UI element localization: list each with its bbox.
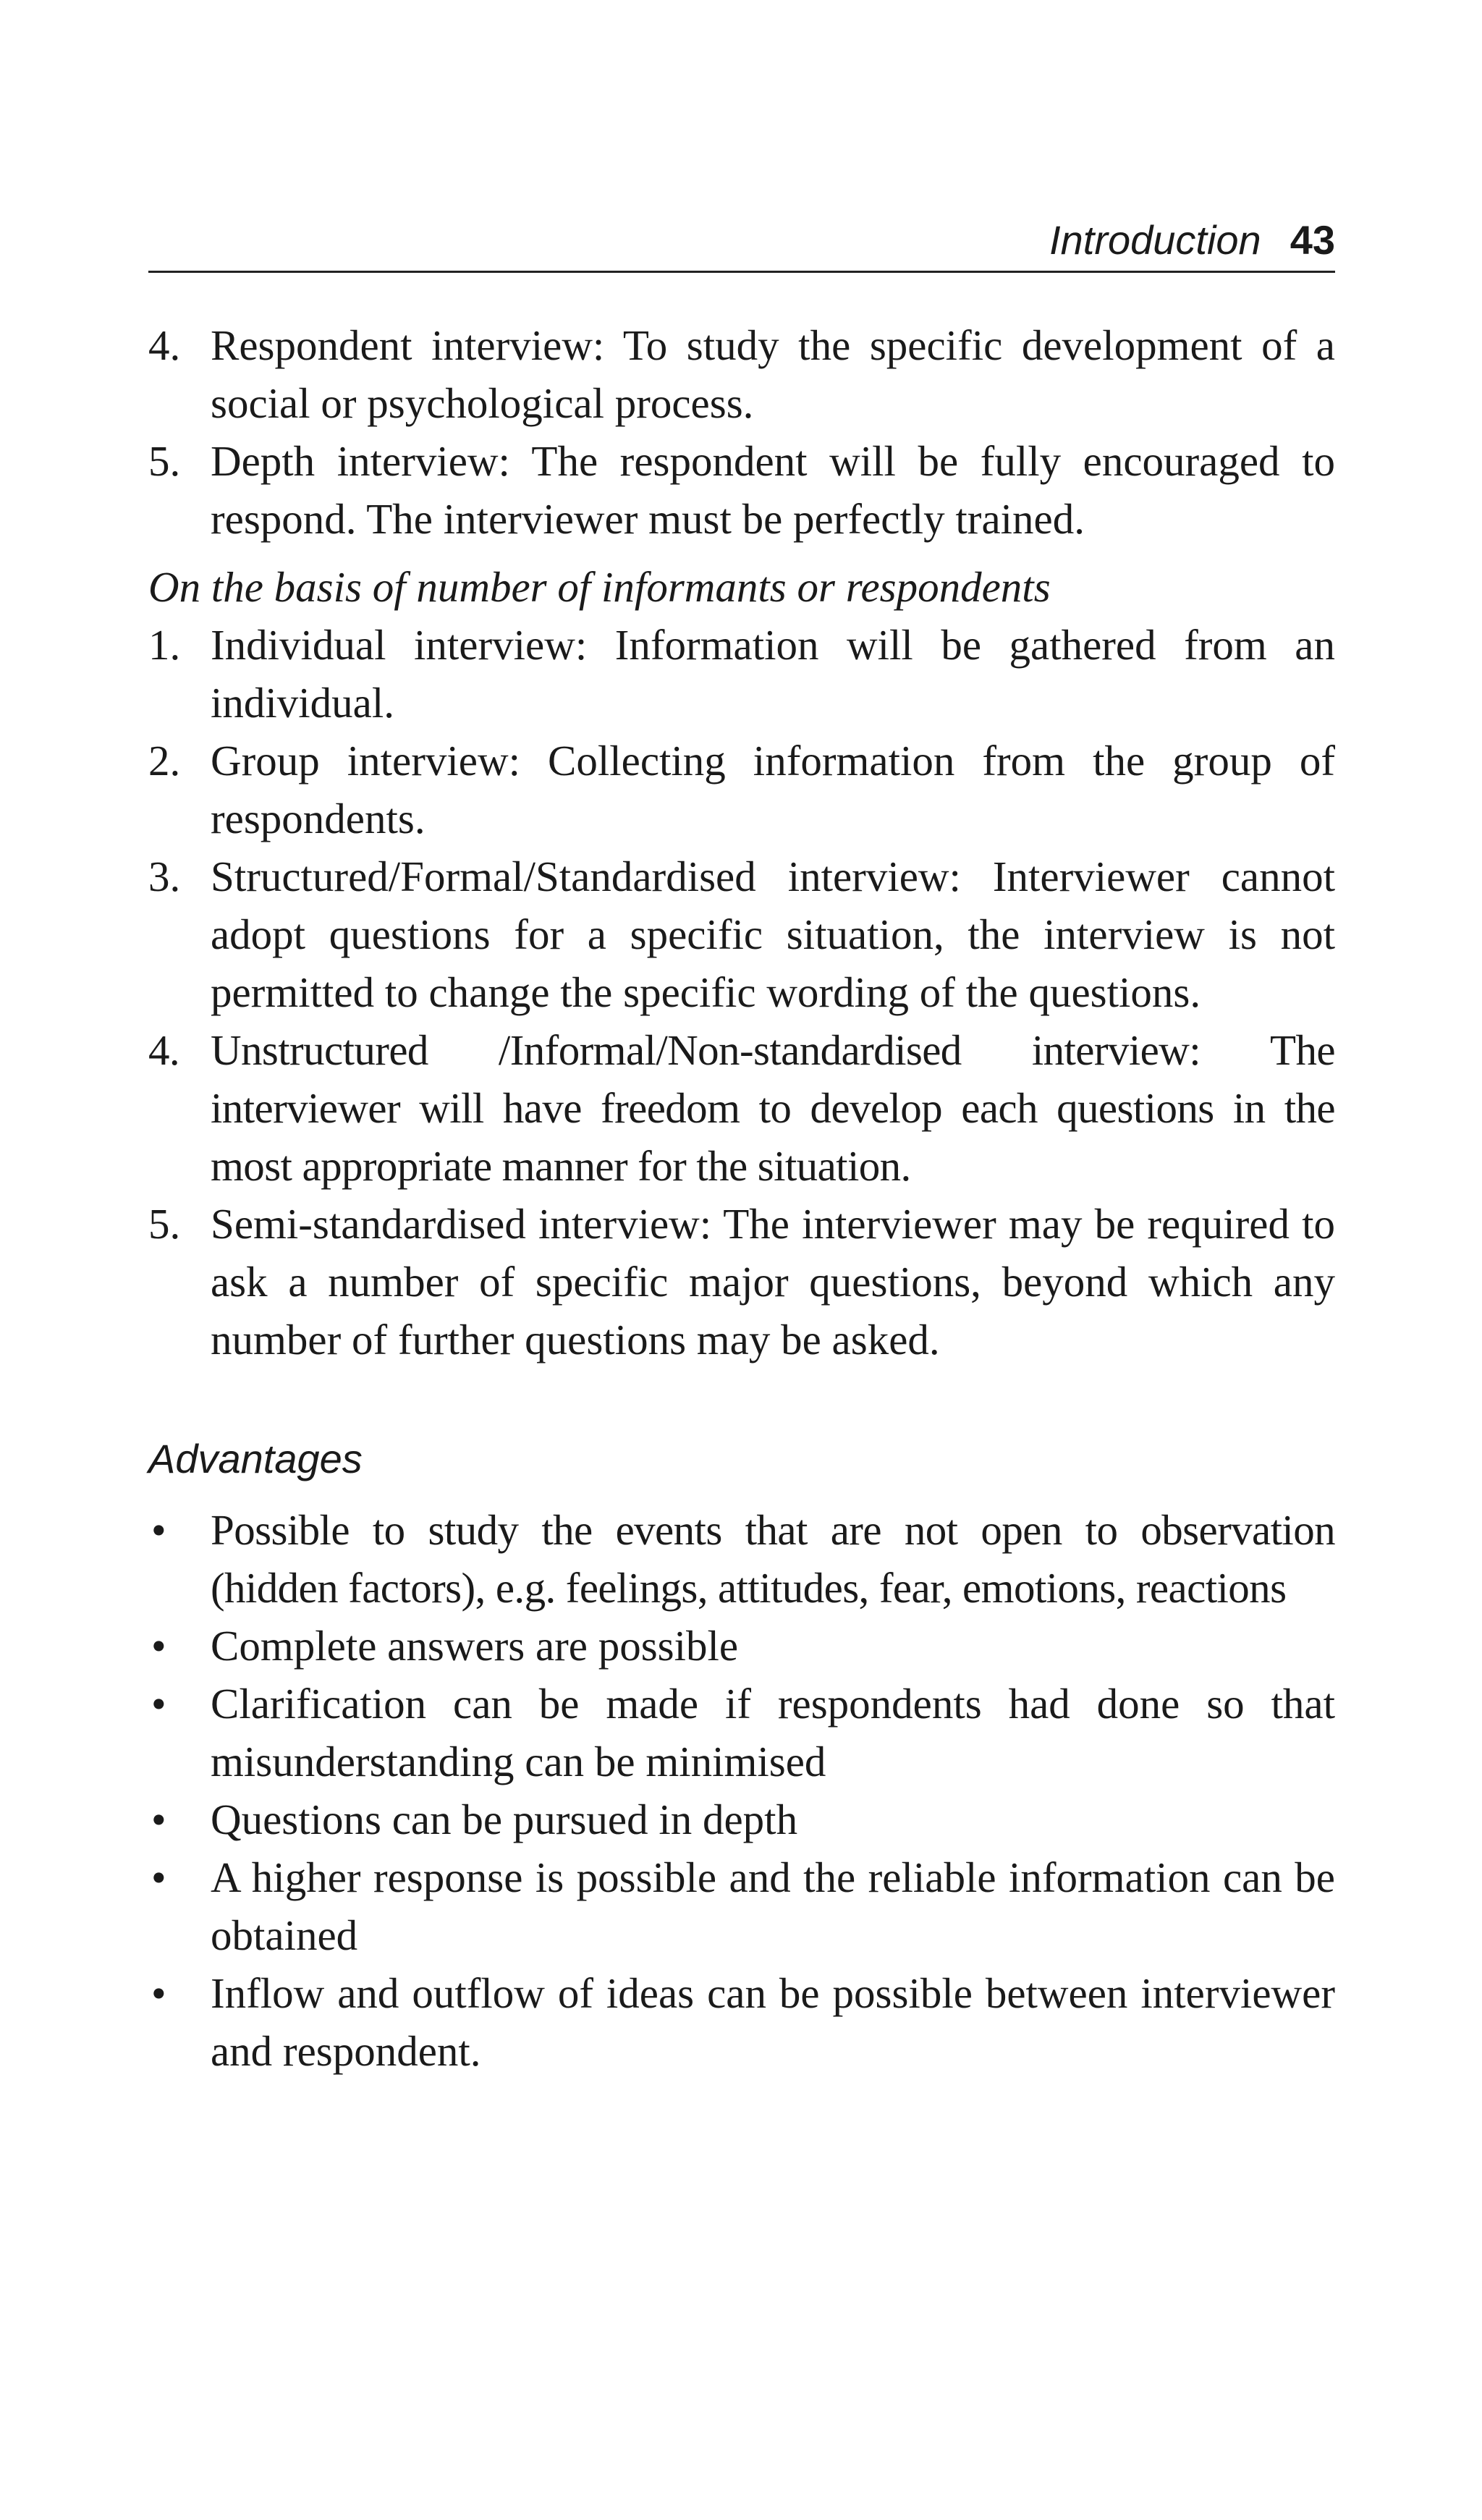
informant-types-list: [148, 616, 1335, 1369]
advantages-heading: Advantages: [148, 1436, 363, 1481]
running-header: [1049, 211, 1335, 269]
list-item: [148, 616, 1335, 732]
list-item-text: Questions can be pursued in depth: [211, 1796, 798, 1843]
list-item: [148, 1021, 1335, 1195]
list-item: [148, 1790, 1335, 1848]
list-item-text: Semi-standardised interview: The interviewer may be required to ask a number of specific major questions, beyond which any number of further questions may be asked.: [211, 1200, 1335, 1363]
advantages-list: [148, 1501, 1335, 2080]
list-item-text: Depth interview: The respondent will be fully encouraged to respond. The interviewer must be perfectly trained.: [211, 437, 1335, 543]
list-number: 4.: [148, 321, 181, 369]
list-number: 5.: [148, 437, 181, 485]
list-item: [148, 1501, 1335, 1617]
bullet-icon: •: [151, 1622, 166, 1670]
bullet-icon: •: [151, 1796, 166, 1843]
list-number: 5.: [148, 1200, 181, 1248]
list-item: [148, 316, 1335, 432]
list-item-text: Clarification can be made if respondents had done so that misunderstanding can be minimised: [211, 1680, 1335, 1785]
list-item: [148, 732, 1335, 847]
header-rule: [148, 271, 1335, 273]
list-item-text: Possible to study the events that are not open to observation (hidden factors), e.g. feelings, attitudes, fear, emotions, reactions: [211, 1506, 1335, 1612]
bullet-icon: •: [151, 1853, 166, 1901]
list-item-text: Inflow and outflow of ideas can be possible between interviewer and respondent.: [211, 1969, 1335, 2075]
list-item-text: Group interview: Collecting information from the group of respondents.: [211, 737, 1335, 842]
interview-types-list: [148, 316, 1335, 548]
list-item-text: Complete answers are possible: [211, 1622, 739, 1670]
list-item: [148, 1675, 1335, 1790]
list-item: [148, 1964, 1335, 2080]
list-number: 2.: [148, 737, 181, 785]
list-item: [148, 1617, 1335, 1675]
list-item: [148, 1195, 1335, 1369]
list-item-text: A higher response is possible and the reliable information can be obtained: [211, 1853, 1335, 1959]
page-number: 43: [1290, 217, 1335, 263]
bullet-icon: •: [151, 1969, 166, 2017]
page-body: [148, 316, 1335, 2080]
bullet-icon: •: [151, 1680, 166, 1728]
list-item-text: Respondent interview: To study the specific development of a social or psychological process.: [211, 321, 1335, 427]
informants-subheading: On the basis of number of informants or respondents: [148, 563, 1051, 611]
list-number: 3.: [148, 853, 181, 900]
list-item: [148, 1848, 1335, 1964]
list-item-text: Individual interview: Information will be gathered from an individual.: [211, 621, 1335, 727]
list-item-text: Structured/Formal/Standardised interview: Interviewer cannot adopt questions for a specific situation, the interview is not permitted to change the specific wording of the questions.: [211, 853, 1335, 1016]
book-page: [148, 0, 1335, 2520]
running-header-section: Introduction: [1049, 217, 1261, 263]
list-item: [148, 847, 1335, 1021]
list-item-text: Unstructured /Informal/Non-standardised interview: The interviewer will have freedom to develop each questions in the most appropriate manner for the situation.: [211, 1026, 1335, 1190]
list-item: [148, 432, 1335, 548]
list-number: 1.: [148, 621, 181, 669]
list-number: 4.: [148, 1026, 180, 1074]
bullet-icon: •: [151, 1506, 166, 1554]
